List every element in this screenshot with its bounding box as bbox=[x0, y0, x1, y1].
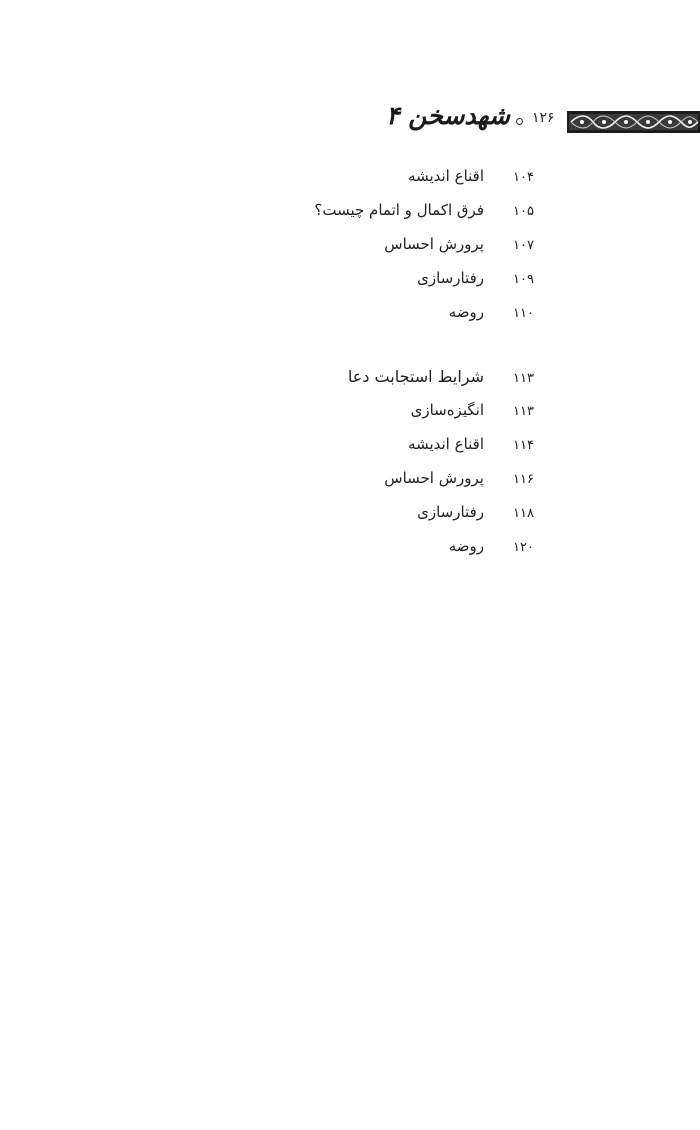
toc-title: روضه bbox=[448, 537, 484, 555]
toc-title: پرورش احساس bbox=[384, 235, 484, 253]
toc-page-number: ۱۱۶ bbox=[513, 472, 534, 487]
toc-title: اقناع اندیشه bbox=[408, 435, 484, 453]
page-header bbox=[386, 101, 700, 141]
page-number: ۱۲۶ bbox=[532, 110, 555, 126]
toc-title: انگیزه‌سازی bbox=[410, 401, 484, 419]
toc-section-title: شرایط استجابت دعا bbox=[347, 367, 484, 386]
toc-page-number: ۱۰۴ bbox=[513, 170, 534, 185]
toc-entry[interactable] bbox=[449, 532, 534, 560]
toc-title: رفتارسازی bbox=[417, 269, 484, 287]
book-title: شهدسخن ۴ bbox=[386, 101, 510, 130]
toc-title: روضه bbox=[448, 303, 484, 321]
toc-entry[interactable] bbox=[417, 264, 534, 292]
toc-entry[interactable] bbox=[384, 464, 534, 492]
toc-entry[interactable] bbox=[411, 396, 534, 424]
toc-page-number: ۱۱۴ bbox=[513, 438, 534, 453]
toc-title: فرق اکمال و اتمام چیست؟ bbox=[314, 201, 484, 219]
toc-entry[interactable] bbox=[408, 430, 534, 458]
toc-title: رفتارسازی bbox=[417, 503, 484, 521]
toc-page-number: ۱۱۳ bbox=[513, 404, 534, 419]
toc-page-number: ۱۲۰ bbox=[513, 540, 534, 555]
toc-entry[interactable] bbox=[408, 162, 534, 190]
toc-title: پرورش احساس bbox=[384, 469, 484, 487]
bullet-separator bbox=[516, 118, 523, 125]
floral-border-icon bbox=[567, 111, 700, 133]
toc-page-number: ۱۰۹ bbox=[513, 272, 534, 287]
toc-page-number: ۱۱۰ bbox=[513, 306, 534, 321]
toc-section-entry[interactable] bbox=[348, 363, 534, 391]
toc-page-number: ۱۱۸ bbox=[513, 506, 534, 521]
toc-title: اقناع اندیشه bbox=[408, 167, 484, 185]
toc-page-number: ۱۰۵ bbox=[513, 204, 534, 219]
toc-page-number: ۱۰۷ bbox=[513, 238, 534, 253]
toc-entry[interactable] bbox=[449, 298, 534, 326]
toc-entry[interactable] bbox=[314, 196, 534, 224]
toc-entry[interactable] bbox=[384, 230, 534, 258]
toc-entry[interactable] bbox=[417, 498, 534, 526]
toc-page-number: ۱۱۳ bbox=[513, 371, 534, 386]
